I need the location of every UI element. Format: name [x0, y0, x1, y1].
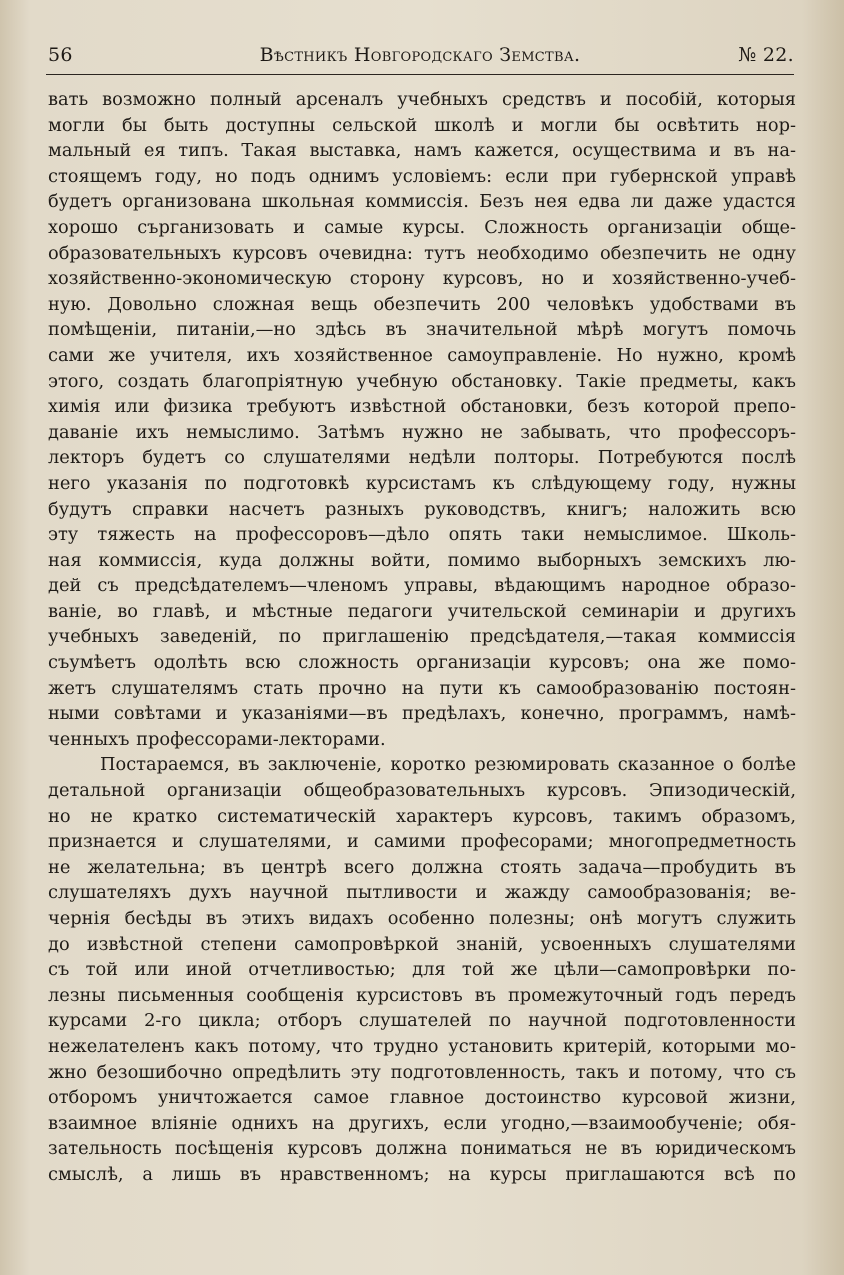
text-line: жно безошибочно опредѣлить эту подготовленность, такъ и потому, что съ — [48, 1061, 796, 1083]
paragraph-2 — [48, 752, 796, 1187]
text-line: него указанія по подготовкѣ курсистамъ къ слѣдующему году, нужны — [48, 472, 796, 494]
text-line: съ той или иной отчетливостью; для той же цѣли—самопровѣрки по- — [48, 959, 796, 981]
text-line: ная коммиссія, куда должны войти, помимо выборныхъ земскихъ лю- — [48, 549, 796, 571]
text-line: взаимное вліяніе однихъ на другихъ, если угодно,—взаимообученіе; обя- — [48, 1112, 796, 1134]
text-line: курсами 2-го цикла; отборъ слушателей по научной подготовленности — [48, 1010, 796, 1032]
text-line: стоящемъ году, но подъ однимъ условіемъ: если при губернской управѣ — [48, 165, 796, 187]
text-line: помѣщеніи, питаніи,—но здѣсь въ значительной мѣрѣ могутъ помочь — [48, 319, 796, 341]
paragraph-1 — [48, 87, 796, 752]
text-line: хорошо сърганизовать и самые курсы. Сложность организаціи обще- — [48, 216, 796, 238]
text-line: Постараемся, въ заключеніе, коротко резюмировать сказанное о болѣе — [100, 754, 796, 776]
text-line: до извѣстной степени самопровѣркой знаній, усвоенныхъ слушателями — [48, 933, 796, 955]
text-line: признается и слушателями, и самими професорами; многопредметность — [48, 831, 796, 853]
text-line: могли бы быть доступны сельской школѣ и могли бы освѣтить нор- — [48, 114, 796, 136]
text-line: нежелателенъ какъ потому, что трудно установить критерій, которыми мо- — [48, 1035, 796, 1057]
body-text — [48, 87, 796, 1188]
text-line: ную. Довольно сложная вещь обезпечить 200 человѣкъ удобствами въ — [48, 293, 796, 315]
text-line: этого, создать благопріятную учебную обстановку. Такіе предметы, какъ — [48, 370, 796, 392]
running-header — [46, 40, 794, 75]
text-line: но не кратко систематическій характеръ курсовъ, такимъ образомъ, — [48, 805, 796, 827]
text-line: будутъ справки насчетъ разныхъ руководствъ, книгъ; наложить всю — [48, 498, 796, 520]
page-number: 56 — [48, 44, 73, 66]
text-line: дей съ предсѣдателемъ—членомъ управы, вѣдающимъ народное образо- — [48, 575, 796, 597]
text-line: ными совѣтами и указаніями—въ предѣлахъ, конечно, программъ, намѣ- — [48, 703, 796, 725]
issue-number: № 22. — [738, 44, 794, 66]
text-line: слушателяхъ духъ научной пытливости и жажду самообразованія; ве- — [48, 882, 796, 904]
text-line: вать возможно полный арсеналъ учебныхъ средствъ и пособій, которыя — [48, 89, 796, 110]
text-line: даваніе ихъ немыслимо. Затѣмъ нужно не забывать, что профессоръ- — [48, 421, 796, 443]
journal-title: Вѣстникъ Новгородскаго Земства. — [259, 44, 581, 66]
text-line: учебныхъ заведеній, по приглашенію предсѣдателя,—такая коммиссія — [48, 626, 796, 648]
text-line: ваніе, во главѣ, и мѣстные педагоги учительской семинаріи и другихъ — [48, 600, 796, 622]
text-line: лекторъ будетъ со слушателями недѣли полторы. Потребуются послѣ — [48, 447, 796, 469]
text-line: образовательныхъ курсовъ очевидна: тутъ необходимо обезпечить не одну — [48, 242, 796, 264]
text-line: зательность посѣщенія курсовъ должна пониматься не въ юридическомъ — [48, 1138, 796, 1160]
text-line: мальный ея типъ. Такая выставка, намъ кажется, осуществима и въ на- — [48, 140, 796, 162]
text-line: химія или физика требуютъ извѣстной обстановки, безъ которой препо- — [48, 396, 796, 418]
text-line: хозяйственно-экономическую сторону курсовъ, но и хозяйственно-учеб- — [48, 268, 796, 290]
text-line: не желательна; въ центрѣ всего должна стоять задача—пробудить въ — [48, 856, 796, 878]
text-line: жетъ слушателямъ стать прочно на пути къ самообразованію постоян- — [48, 677, 796, 699]
text-line: будетъ организована школьная коммиссія. Безъ нея едва ли даже удастся — [48, 191, 796, 213]
text-line: чернія бесѣды въ этихъ видахъ особенно полезны; онѣ могутъ служить — [48, 908, 796, 929]
text-line: сами же учителя, ихъ хозяйственное самоуправленіе. Но нужно, кромѣ — [48, 344, 796, 366]
text-line: съумѣетъ одолѣть всю сложность организаціи курсовъ; она же помо- — [48, 652, 796, 674]
text-line: детальной организаціи общеобразовательныхъ курсовъ. Эпизодическій, — [48, 780, 796, 802]
text-line: эту тяжесть на профессоровъ—дѣло опять таки немыслимое. Школь- — [48, 524, 796, 546]
text-line: ченныхъ профессорами-лекторами. — [48, 728, 386, 750]
text-line: отборомъ уничтожается самое главное достоинство курсовой жизни, — [48, 1087, 796, 1109]
text-line: лезны письменныя сообщенія курсистовъ въ промежуточный годъ передъ — [48, 984, 796, 1006]
text-line: смыслѣ, а лишь въ нравственномъ; на курсы приглашаются всѣ по — [48, 1163, 796, 1185]
